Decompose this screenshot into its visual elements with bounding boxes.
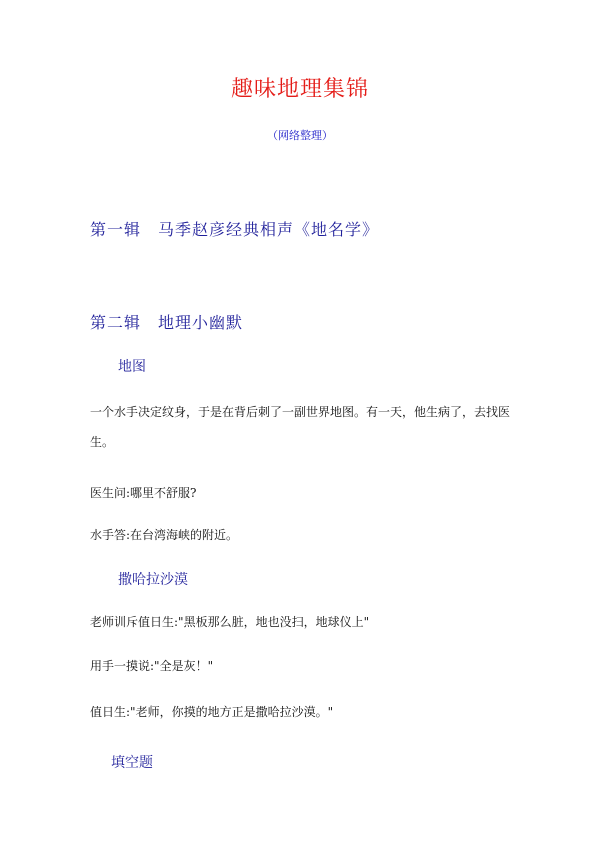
paragraph: 用手一摸说:"全是灰！" <box>90 659 214 673</box>
paragraph: 医生问:哪里不舒服? <box>90 486 197 500</box>
paragraph: 老师训斥值日生:"黑板那么脏，地也没扫，地球仪上" <box>90 615 370 629</box>
document-title: 趣味地理集锦 <box>230 77 369 102</box>
subheading-map: 地图 <box>118 359 146 375</box>
section-heading-1: 第一辑 马季赵彦经典相声《地名学》 <box>90 220 380 239</box>
subheading-fill-blank: 填空题 <box>111 755 153 771</box>
paragraph: 值日生:"老师，你摸的地方正是撒哈拉沙漠。" <box>90 705 334 719</box>
subheading-sahara: 撒哈拉沙漠 <box>118 572 188 588</box>
section-heading-2: 第二辑 地理小幽默 <box>90 313 244 332</box>
paragraph: 一个水手决定纹身，于是在背后刺了一副世界地图。有一天，他生病了，去找医生。 <box>90 405 511 449</box>
document-subtitle: （网络整理） <box>267 129 333 142</box>
paragraph: 水手答:在台湾海峡的附近。 <box>90 528 239 542</box>
